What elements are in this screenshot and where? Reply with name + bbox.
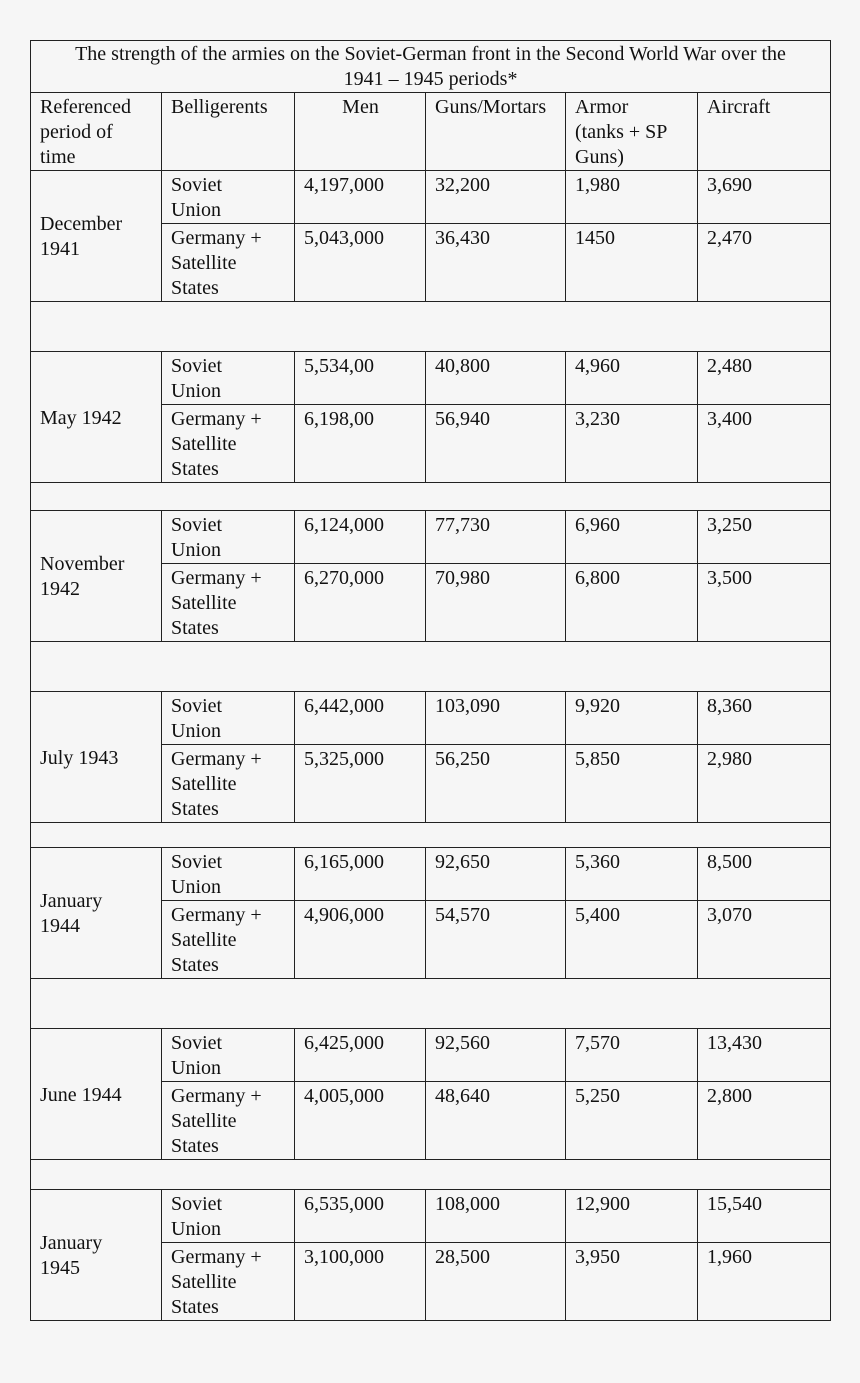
belligerent-label: Union	[171, 720, 221, 742]
cell-guns: 108,000	[426, 1190, 566, 1243]
cell-armor: 6,960	[566, 511, 698, 564]
cell-armor: 7,570	[566, 1029, 698, 1082]
cell-aircraft: 13,430	[698, 1029, 831, 1082]
header-armor-line: Guns)	[575, 146, 624, 168]
belligerent-label: Germany +	[171, 1085, 262, 1107]
header-period-line: time	[40, 146, 76, 168]
header-belligerents: Belligerents	[162, 93, 295, 171]
cell-men: 6,535,000	[295, 1190, 426, 1243]
belligerent-soviet	[162, 1029, 295, 1082]
table-row-soviet	[31, 171, 831, 224]
period-label: July 1943	[40, 746, 119, 769]
cell-men: 5,043,000	[295, 224, 426, 302]
table-row-soviet	[31, 511, 831, 564]
cell-men: 6,198,00	[295, 405, 426, 483]
belligerent-label: Soviet	[171, 355, 223, 377]
header-period	[31, 93, 162, 171]
belligerent-soviet	[162, 1190, 295, 1243]
belligerent-label: Union	[171, 539, 221, 561]
cell-men: 6,442,000	[295, 692, 426, 745]
period-cell	[31, 511, 162, 642]
belligerent-label: Satellite	[171, 1110, 237, 1132]
cell-guns: 56,940	[426, 405, 566, 483]
period-label: January	[40, 890, 103, 912]
cell-men: 4,005,000	[295, 1082, 426, 1160]
period-cell	[31, 692, 162, 823]
cell-men: 6,425,000	[295, 1029, 426, 1082]
belligerent-germany	[162, 405, 295, 483]
cell-men: 6,270,000	[295, 564, 426, 642]
cell-men: 3,100,000	[295, 1243, 426, 1321]
header-guns: Guns/Mortars	[426, 93, 566, 171]
spacer-cell	[31, 1160, 831, 1190]
belligerent-soviet	[162, 352, 295, 405]
period-label: 1944	[40, 915, 80, 937]
belligerent-label: Soviet	[171, 695, 223, 717]
period-label: December	[40, 213, 123, 235]
belligerent-label: Union	[171, 1057, 221, 1079]
belligerent-germany	[162, 1243, 295, 1321]
title-row	[31, 41, 831, 93]
belligerent-soviet	[162, 848, 295, 901]
spacer-cell	[31, 302, 831, 352]
belligerent-germany	[162, 745, 295, 823]
cell-aircraft: 3,250	[698, 511, 831, 564]
belligerent-label: States	[171, 1135, 219, 1157]
spacer-cell	[31, 642, 831, 692]
cell-armor: 5,360	[566, 848, 698, 901]
period-cell	[31, 1029, 162, 1160]
cell-armor: 3,230	[566, 405, 698, 483]
spacer-row	[31, 302, 831, 352]
spacer-row	[31, 979, 831, 1029]
table-title-line: The strength of the armies on the Soviet-German front in the Second World War over the	[75, 43, 786, 65]
cell-men: 6,124,000	[295, 511, 426, 564]
cell-guns: 56,250	[426, 745, 566, 823]
belligerent-label: Satellite	[171, 433, 237, 455]
cell-men: 4,197,000	[295, 171, 426, 224]
cell-armor: 1,980	[566, 171, 698, 224]
cell-armor: 3,950	[566, 1243, 698, 1321]
cell-guns: 32,200	[426, 171, 566, 224]
table-row-soviet	[31, 1190, 831, 1243]
table-row-soviet	[31, 848, 831, 901]
belligerent-label: Germany +	[171, 567, 262, 589]
period-label: 1941	[40, 238, 80, 260]
cell-aircraft: 3,500	[698, 564, 831, 642]
belligerent-label: States	[171, 1296, 219, 1318]
spacer-cell	[31, 823, 831, 848]
belligerent-label: Germany +	[171, 904, 262, 926]
spacer-row	[31, 642, 831, 692]
belligerent-label: Union	[171, 199, 221, 221]
cell-aircraft: 8,500	[698, 848, 831, 901]
spacer-row	[31, 483, 831, 511]
cell-aircraft: 15,540	[698, 1190, 831, 1243]
army-strength-table	[30, 40, 831, 1321]
cell-guns: 48,640	[426, 1082, 566, 1160]
belligerent-label: Soviet	[171, 514, 223, 536]
cell-guns: 92,650	[426, 848, 566, 901]
cell-armor: 1450	[566, 224, 698, 302]
cell-aircraft: 2,480	[698, 352, 831, 405]
cell-men: 5,534,00	[295, 352, 426, 405]
belligerent-label: Satellite	[171, 592, 237, 614]
cell-aircraft: 3,400	[698, 405, 831, 483]
cell-aircraft: 8,360	[698, 692, 831, 745]
table-row-soviet	[31, 692, 831, 745]
cell-aircraft: 1,960	[698, 1243, 831, 1321]
header-period-line: period of	[40, 121, 113, 143]
cell-guns: 54,570	[426, 901, 566, 979]
header-armor-line: (tanks + SP	[575, 121, 668, 143]
cell-guns: 36,430	[426, 224, 566, 302]
belligerent-germany	[162, 901, 295, 979]
belligerent-label: Satellite	[171, 929, 237, 951]
belligerent-label: Satellite	[171, 1271, 237, 1293]
belligerent-label: Germany +	[171, 408, 262, 430]
belligerent-soviet	[162, 511, 295, 564]
belligerent-label: States	[171, 277, 219, 299]
table-title	[31, 41, 831, 93]
cell-guns: 28,500	[426, 1243, 566, 1321]
header-men: Men	[295, 93, 426, 171]
cell-men: 4,906,000	[295, 901, 426, 979]
belligerent-germany	[162, 564, 295, 642]
belligerent-soviet	[162, 692, 295, 745]
belligerent-label: States	[171, 798, 219, 820]
period-cell	[31, 352, 162, 483]
cell-men: 5,325,000	[295, 745, 426, 823]
cell-guns: 77,730	[426, 511, 566, 564]
cell-armor: 5,400	[566, 901, 698, 979]
belligerent-label: Soviet	[171, 174, 223, 196]
cell-aircraft: 2,800	[698, 1082, 831, 1160]
spacer-cell	[31, 979, 831, 1029]
period-label: June 1944	[40, 1083, 122, 1106]
spacer-row	[31, 823, 831, 848]
period-cell	[31, 1190, 162, 1321]
belligerent-label: Germany +	[171, 748, 262, 770]
period-label: November	[40, 553, 125, 575]
cell-armor: 5,850	[566, 745, 698, 823]
cell-armor: 12,900	[566, 1190, 698, 1243]
table-title-line: 1941 – 1945 periods*	[343, 68, 518, 90]
header-period-line: Referenced	[40, 96, 132, 118]
period-cell	[31, 848, 162, 979]
belligerent-label: Satellite	[171, 252, 237, 274]
spacer-cell	[31, 483, 831, 511]
belligerent-label: Union	[171, 1218, 221, 1240]
cell-aircraft: 2,980	[698, 745, 831, 823]
belligerent-label: Soviet	[171, 851, 223, 873]
spacer-row	[31, 1160, 831, 1190]
cell-armor: 9,920	[566, 692, 698, 745]
belligerent-label: Germany +	[171, 1246, 262, 1268]
period-label: May 1942	[40, 406, 122, 429]
cell-aircraft: 3,070	[698, 901, 831, 979]
belligerent-label: States	[171, 954, 219, 976]
header-row	[31, 93, 831, 171]
cell-guns: 70,980	[426, 564, 566, 642]
header-armor-line: Armor	[575, 96, 629, 118]
cell-guns: 40,800	[426, 352, 566, 405]
belligerent-label: Germany +	[171, 227, 262, 249]
cell-aircraft: 3,690	[698, 171, 831, 224]
cell-guns: 92,560	[426, 1029, 566, 1082]
belligerent-label: Satellite	[171, 773, 237, 795]
cell-armor: 4,960	[566, 352, 698, 405]
belligerent-label: States	[171, 458, 219, 480]
period-cell	[31, 171, 162, 302]
cell-armor: 5,250	[566, 1082, 698, 1160]
cell-aircraft: 2,470	[698, 224, 831, 302]
cell-men: 6,165,000	[295, 848, 426, 901]
belligerent-label: Soviet	[171, 1193, 223, 1215]
period-label: 1942	[40, 578, 80, 600]
cell-guns: 103,090	[426, 692, 566, 745]
table-row-soviet	[31, 352, 831, 405]
table-row-soviet	[31, 1029, 831, 1082]
header-armor	[566, 93, 698, 171]
belligerent-germany	[162, 1082, 295, 1160]
header-aircraft: Aircraft	[698, 93, 831, 171]
period-label: January	[40, 1232, 103, 1254]
belligerent-germany	[162, 224, 295, 302]
cell-armor: 6,800	[566, 564, 698, 642]
belligerent-label: Soviet	[171, 1032, 223, 1054]
period-label: 1945	[40, 1257, 80, 1279]
belligerent-label: States	[171, 617, 219, 639]
belligerent-soviet	[162, 171, 295, 224]
belligerent-label: Union	[171, 380, 221, 402]
belligerent-label: Union	[171, 876, 221, 898]
